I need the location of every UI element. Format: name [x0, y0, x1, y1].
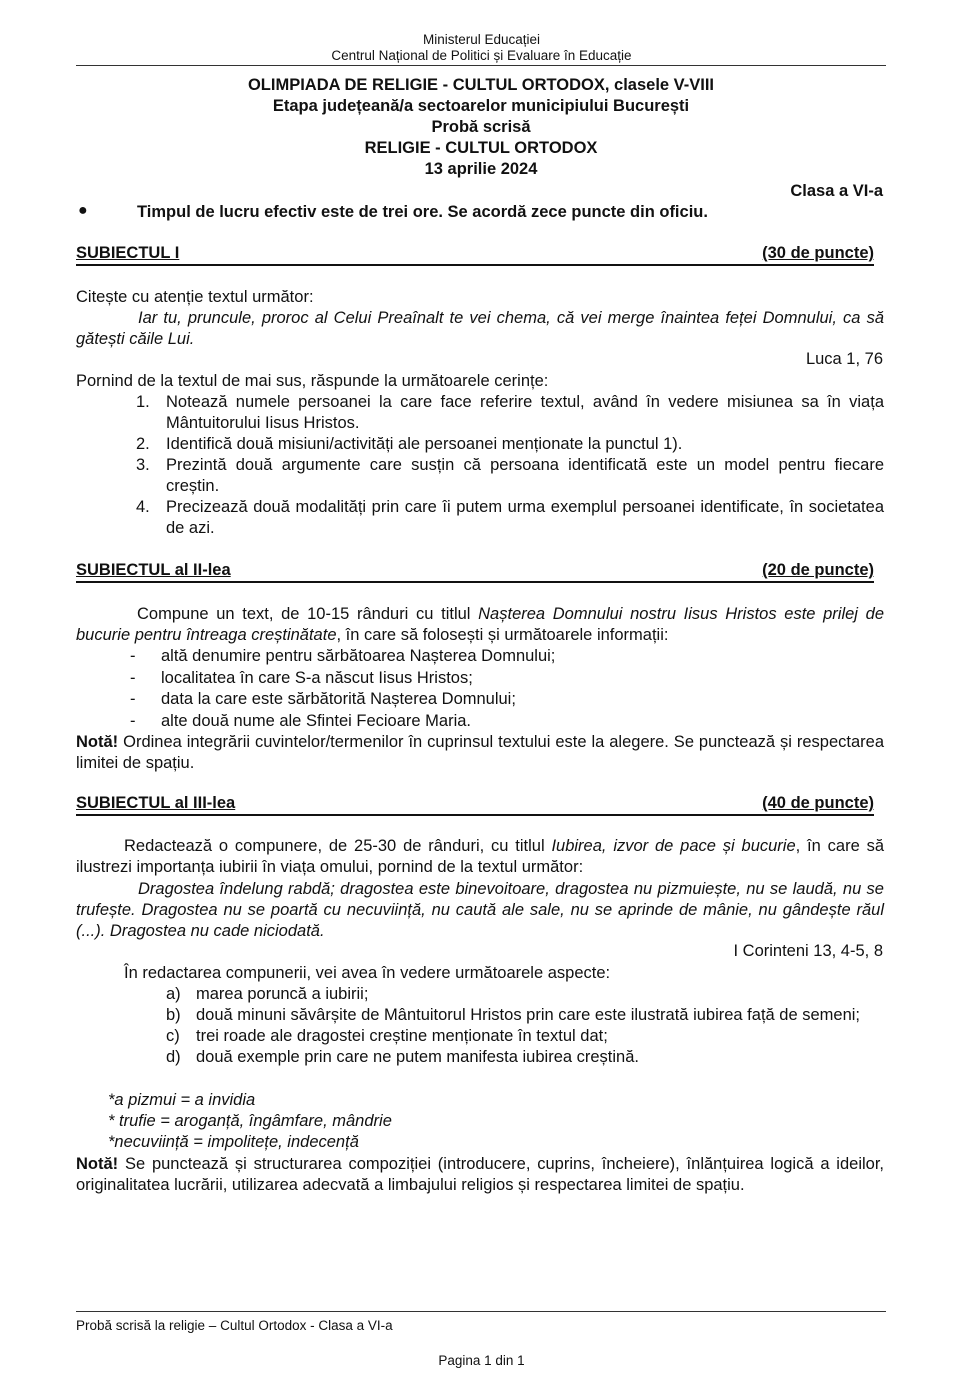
subject3-essay-title: Iubirea, izvor de pace și bucurie	[551, 837, 796, 855]
subject2-title: SUBIECTUL al II-lea	[76, 561, 231, 579]
subject1-list	[136, 392, 884, 539]
subject3-heading	[76, 794, 874, 816]
list-item: d) două exemple prin care ne putem manifesta iubirea creștină.	[166, 1048, 639, 1066]
glossary-pizmui: *a pizmui = a invidia	[108, 1091, 256, 1109]
page-number: Pagina 1 din 1	[438, 1353, 525, 1368]
instruction-text: Timpul de lucru efectiv este de trei ore. Se acordă zece puncte din oficiu.	[137, 203, 708, 221]
list-item: b) două minuni săvârșite de Mântuitorul Hristos prin care este ilustrată iubirea față de semeni;	[166, 1006, 860, 1024]
list-item: - alte două nume ale Sfintei Fecioare Maria.	[130, 711, 472, 730]
subject2-points: (20 de puncte)	[762, 561, 874, 579]
subject3-source: I Corinteni 13, 4-5, 8	[733, 942, 883, 960]
list-item: a) marea poruncă a iubirii;	[166, 985, 369, 1003]
list-item: 2. Identifică două misiuni/activități ale persoanei menționate la punctul 1).	[136, 435, 683, 453]
list-item: - altă denumire pentru sărbătoarea Nașterea Domnului;	[130, 647, 556, 665]
list-item: 3. Prezintă două argumente care susțin că persoana identificată este un model pentru fiecare creștin.	[136, 456, 884, 495]
note-label: Notă!	[76, 733, 119, 751]
subject3-points: (40 de puncte)	[762, 794, 874, 812]
center-name: Centrul Național de Politici și Evaluare în Educație	[331, 48, 632, 63]
title-stage: Etapa județeană/a sectoarelor municipiului București	[272, 97, 690, 115]
subject3-title: SUBIECTUL al III-lea	[76, 794, 236, 812]
subject2-essay-title: Nașterea Domnului nostru Iisus Hristos este prilej de bucurie pentru întreaga creștinătate	[76, 605, 884, 644]
footer-rule	[76, 1311, 886, 1312]
title-subject: RELIGIE - CULTUL ORTODOX	[364, 139, 598, 157]
subject1-points: (30 de puncte)	[762, 244, 874, 262]
subject1-quote: Iar tu, pruncule, proroc al Celui Preaînalt te vei chema, că vei merge înaintea feței Domnului, ca să gătești căile Lui.	[76, 309, 884, 348]
bullet-icon: ●	[78, 202, 88, 219]
subject2-note: Notă! Ordinea integrării cuvintelor/termenilor în cuprinsul textului este la alegere. Se punctează și respectarea limitei de spațiu.	[76, 733, 884, 772]
list-item: - localitatea în care S-a născut Iisus Hristos;	[130, 668, 473, 687]
subject3-quote: Dragostea îndelung rabdă; dragostea este binevoitoare, dragostea nu pizmuiește, nu se laudă, nu se trufește. Dragostea nu se poartă cu necuviință, nu caută ale sale, nu se aprinde de mânie, nu gândește răul (...). Dragostea nu cade niciodată.	[76, 880, 884, 940]
list-item: c) trei roade ale dragostei creștine menționate în textul dat;	[166, 1027, 608, 1045]
list-item: - data la care este sărbătorită Nașterea Domnului;	[130, 690, 516, 708]
subject1-title: SUBIECTUL I	[76, 244, 180, 262]
class-label: Clasa a VI-a	[790, 182, 883, 200]
subject2-heading	[76, 561, 874, 583]
subject2-intro: Compune un text, de 10-15 rânduri cu titlul Nașterea Domnului nostru Iisus Hristos este prilej de bucurie pentru întreaga creștinătate, în care să folosești și următoarele informații:	[76, 605, 884, 644]
header-rule	[76, 65, 886, 66]
subject3-list	[166, 984, 884, 1068]
subject3-lead: În redactarea compunerii, vei avea în vedere următoarele aspecte:	[124, 964, 611, 982]
glossary-trufie: * trufie = aroganță, îngâmfare, mândrie	[108, 1112, 392, 1130]
title-test-type: Probă scrisă	[431, 118, 531, 136]
title-date: 13 aprilie 2024	[424, 160, 538, 178]
subject1-intro: Citește cu atenție textul următor:	[76, 288, 314, 306]
subject1-heading	[76, 244, 874, 266]
note-label: Notă!	[76, 1155, 119, 1173]
subject2-list	[130, 646, 830, 732]
subject1-lead: Pornind de la textul de mai sus, răspunde la următoarele cerințe:	[76, 372, 549, 390]
subject1-source: Luca 1, 76	[805, 350, 883, 368]
subject3-note: Notă! Se punctează și structurarea compoziției (introducere, cuprins, încheiere), înlănțuirea logică a ideilor, originalitatea lucrării, utilizarea adecvată a limbajului religios și respectarea limitei de spațiu.	[76, 1155, 884, 1194]
glossary-necuviinta: *necuviință = impolitețe, indecență	[108, 1133, 359, 1151]
subject3-intro: Redactează o compunere, de 25-30 de rânduri, cu titlul Iubirea, izvor de pace și bucurie, în care să ilustrezi importanța iubirii în viața omului, pornind de la textul următor:	[76, 837, 884, 876]
ministry-name: Ministerul Educației	[422, 32, 541, 47]
list-item: 1. Notează numele persoanei la care face referire textul, având în vedere misiunea sa în viața Mântuitorului Iisus Hristos.	[136, 393, 884, 432]
title-olympiad: OLIMPIADA DE RELIGIE - CULTUL ORTODOX, clasele V-VIII	[247, 76, 715, 94]
list-item: 4. Precizează două modalități prin care îi putem urma exemplul persoanei identificate, în societatea de azi.	[136, 498, 884, 537]
footer-text: Probă scrisă la religie – Cultul Ortodox - Clasa a VI-a	[76, 1318, 393, 1333]
